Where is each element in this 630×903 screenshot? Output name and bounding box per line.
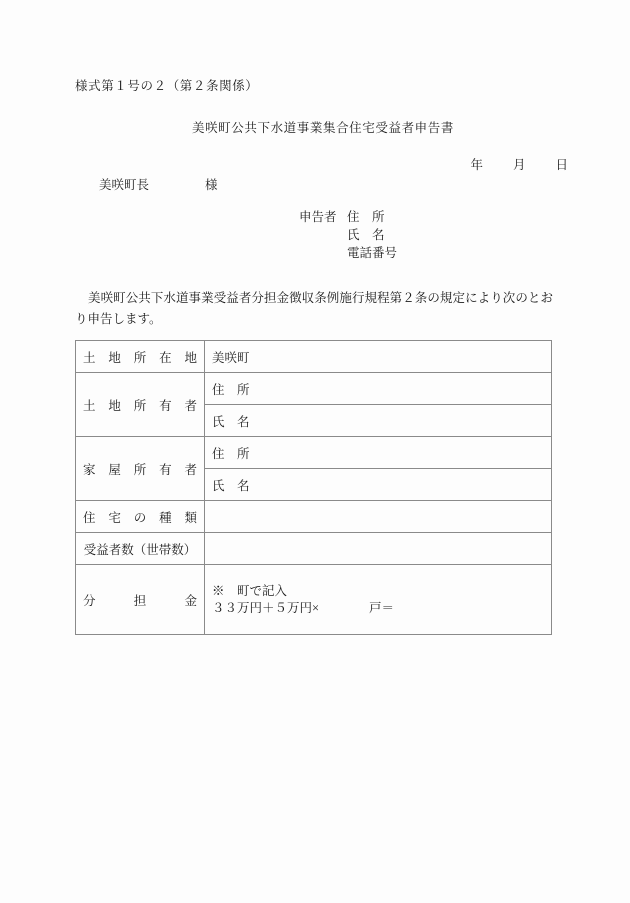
table-row — [76, 341, 552, 373]
sub-label-name: 氏 名 — [212, 414, 250, 429]
label-text: 家屋所有者 — [83, 462, 197, 477]
document-title: 美咲町公共下水道事業集合住宅受益者申告書 — [191, 121, 454, 135]
land-owner-name-cell[interactable] — [205, 405, 552, 437]
land-owner-address-cell[interactable] — [205, 373, 552, 405]
label-text: 土地所有者 — [83, 398, 197, 413]
declarant-phone-row — [299, 244, 397, 262]
declarant-phone-label: 電話番号 — [347, 246, 398, 260]
row-label-land-owner — [76, 373, 205, 437]
label-text: 住宅の種類 — [83, 510, 197, 525]
row-label-housing-type — [76, 501, 205, 533]
contribution-note-line-1: ※ 町で記入 — [212, 583, 288, 598]
sub-label-address: 住 所 — [212, 382, 250, 397]
row-label-land-location — [76, 341, 205, 373]
date-line — [0, 155, 630, 173]
declarant-name-row — [299, 226, 397, 244]
declarant-name-label: 氏 名 — [347, 228, 385, 242]
declarant-address-row — [299, 208, 397, 226]
sub-label-address: 住 所 — [212, 446, 250, 461]
body-paragraph: 美咲町公共下水道事業受益者分担金徴収条例施行規程第２条の規定により次のとおり申告します。 — [75, 291, 553, 326]
contribution-note-line-2: ３３万円＋５万円× 戸＝ — [212, 600, 395, 615]
label-text: 土地所在地 — [83, 350, 197, 365]
declarant-block — [299, 208, 397, 262]
form-number: 様式第１号の２（第２条関係） — [75, 79, 259, 93]
row-value-beneficiary-count[interactable] — [205, 533, 552, 565]
date-month-label: 月 — [512, 158, 526, 172]
row-label-beneficiary-count — [76, 533, 205, 565]
house-owner-name-cell[interactable] — [205, 469, 552, 501]
date-year-label: 年 — [470, 158, 483, 172]
row-value-contribution[interactable] — [205, 565, 552, 635]
declaration-table — [75, 340, 552, 635]
row-value-housing-type[interactable] — [205, 501, 552, 533]
addressee — [99, 175, 218, 193]
declarant-address-label: 住 所 — [347, 210, 385, 224]
row-value-land-location[interactable]: 美咲町 — [205, 341, 552, 373]
house-owner-address-cell[interactable] — [205, 437, 552, 469]
addressee-honorific: 様 — [205, 178, 218, 192]
table-row — [76, 501, 552, 533]
sub-label-name: 氏 名 — [212, 478, 250, 493]
table-row — [76, 437, 552, 469]
table-row — [76, 533, 552, 565]
row-label-contribution — [76, 565, 205, 635]
row-label-house-owner — [76, 437, 205, 501]
addressee-name: 美咲町長 — [99, 178, 150, 192]
table-row — [76, 565, 552, 635]
label-text: 分担金 — [83, 593, 197, 608]
date-day-label: 日 — [555, 158, 568, 172]
declarant-heading: 申告者 — [299, 210, 337, 224]
table-row — [76, 373, 552, 405]
label-text: 受益者数（世帯数） — [83, 542, 197, 557]
